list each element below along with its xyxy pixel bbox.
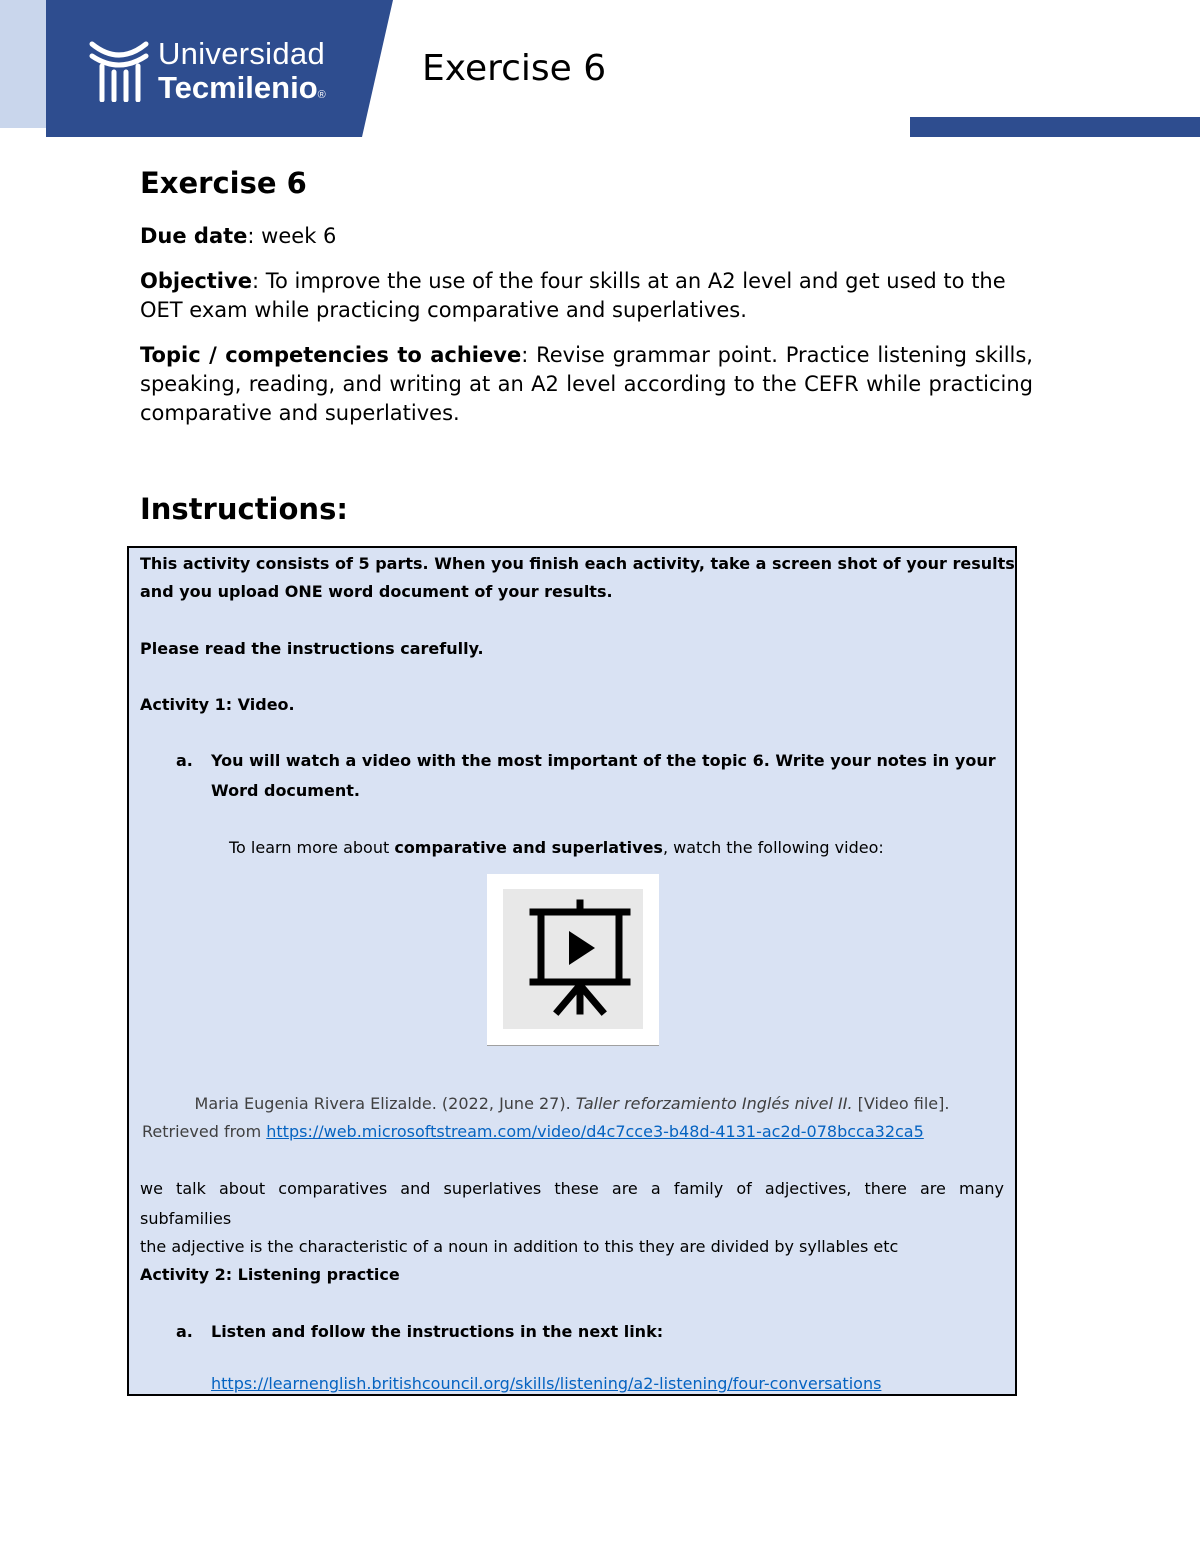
instructions-heading: Instructions: xyxy=(140,492,348,526)
student-notes-line-2: subfamilies xyxy=(140,1209,232,1228)
learn-more-topic: comparative and superlatives xyxy=(394,838,663,857)
instructions-box xyxy=(127,546,1017,1396)
activity-1-step-line-1: You will watch a video with the most important of the topic 6. Write your notes in your xyxy=(211,751,996,770)
activity-1-step-line-2: Word document. xyxy=(211,781,360,800)
retrieved-from-line: Retrieved from https://web.microsoftstream.com/video/d4c7cce3-b48d-4131-ac2d-078bcca32ca5 xyxy=(142,1122,924,1141)
registered-mark: ® xyxy=(317,89,326,101)
logo-text-universidad: Universidad xyxy=(158,36,325,71)
due-date-paragraph xyxy=(140,222,1033,251)
learn-more-line: To learn more about comparative and superlatives, watch the following video: xyxy=(229,838,884,857)
exercise-heading: Exercise 6 xyxy=(140,166,307,200)
due-date-value: : week 6 xyxy=(247,224,337,248)
student-notes-line-1: we talk about comparatives and superlatives these are a family of adjectives, there are many xyxy=(140,1179,1004,1198)
citation-type: [Video file]. xyxy=(852,1094,950,1113)
video-thumbnail[interactable] xyxy=(487,874,659,1046)
objective-paragraph xyxy=(140,267,1033,325)
topic-paragraph xyxy=(140,341,1033,428)
listening-link-line xyxy=(211,1370,881,1398)
intro-line-2: and you upload ONE word document of your results. xyxy=(140,582,613,601)
due-date-label: Due date xyxy=(140,224,248,248)
video-thumbnail-background xyxy=(503,889,643,1029)
header-accent-bar xyxy=(910,117,1200,137)
video-presentation-icon xyxy=(503,889,643,1029)
activity-1-title: Activity 1: Video. xyxy=(140,695,295,714)
activity-2-marker: a. xyxy=(176,1322,193,1341)
citation-title: Taller reforzamiento Inglés nivel II. xyxy=(575,1094,853,1113)
objective-label: Objective xyxy=(140,269,252,293)
topic-label: Topic / competencies to achieve xyxy=(140,343,522,367)
logo-text-tecmilenio: Tecmilenio® xyxy=(158,70,326,105)
header-title: Exercise 6 xyxy=(422,48,607,89)
intro-line-1: This activity consists of 5 parts. When you finish each activity, take a screen shot of your results xyxy=(140,554,1015,573)
activity-1-marker: a. xyxy=(176,751,193,770)
tecmilenio-logo-mark-icon xyxy=(88,36,150,102)
activity-2-step: Listen and follow the instructions in the next link: xyxy=(211,1322,664,1341)
video-underline xyxy=(487,1045,659,1046)
listening-link[interactable]: https://learnenglish.britishcouncil.org/skills/listening/a2-listening/four-conversations xyxy=(211,1374,882,1393)
video-link[interactable]: https://web.microsoftstream.com/video/d4c7cce3-b48d-4131-ac2d-078bcca32ca5 xyxy=(266,1122,924,1141)
citation-author: Maria Eugenia Rivera Elizalde. (2022, June 27). xyxy=(194,1094,576,1113)
student-notes-line-3: the adjective is the characteristic of a noun in addition to this they are divided by syllables etc xyxy=(140,1237,899,1256)
university-logo xyxy=(88,36,348,106)
activity-2-title: Activity 2: Listening practice xyxy=(140,1265,400,1284)
read-carefully-note: Please read the instructions carefully. xyxy=(140,639,484,658)
objective-text: : To improve the use of the four skills at an A2 level and get used to the OET exam while practicing comparative and superlatives. xyxy=(140,269,1006,322)
topic-text: : Revise grammar point. Practice listening skills, speaking, reading, and writing at an A2 level according to the CEFR while practicing comparative and superlatives. xyxy=(140,343,1033,425)
video-citation xyxy=(129,1090,1015,1118)
